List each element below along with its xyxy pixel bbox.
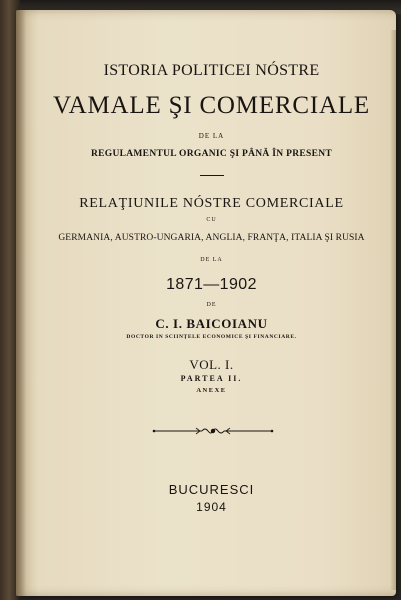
second-title: RELAŢIUNILE NÓSTRE COMERCIALE [79,196,344,211]
author-degree: DOCTOR IN SCIINŢELE ECONOMICE ŞI FINANCIARE. [126,334,297,340]
author-name: C. I. BAICOIANU [155,316,268,331]
publication-year: 1904 [196,500,227,514]
publication-city: BUCURESCI [168,482,255,497]
main-title: VAMALE ŞI COMERCIALE [53,92,370,119]
de-la-text: DE LA [198,132,225,140]
de-text: DE [206,302,217,308]
subtitle: REGULAMENTUL ORGANIC ŞI PÂNĂ ÎN PRESENT [90,149,333,159]
volume-number: VOL. I. [189,357,234,372]
cu-text: CU [206,217,217,223]
short-rule [200,175,224,176]
annex-label: ANEXE [196,387,227,394]
countries-list: GERMANIA, AUSTRO-UNGARIA, ANGLIA, FRANŢA, ITALIA ŞI RUSIA [58,233,365,243]
de-la-text-2: DE LA [200,257,223,263]
series-title: ISTORIA POLITICEI NÓSTRE [103,62,320,79]
year-range: 1871—1902 [166,276,257,293]
part-number: PARTEA II. [180,374,243,383]
ornament-divider [152,424,274,438]
